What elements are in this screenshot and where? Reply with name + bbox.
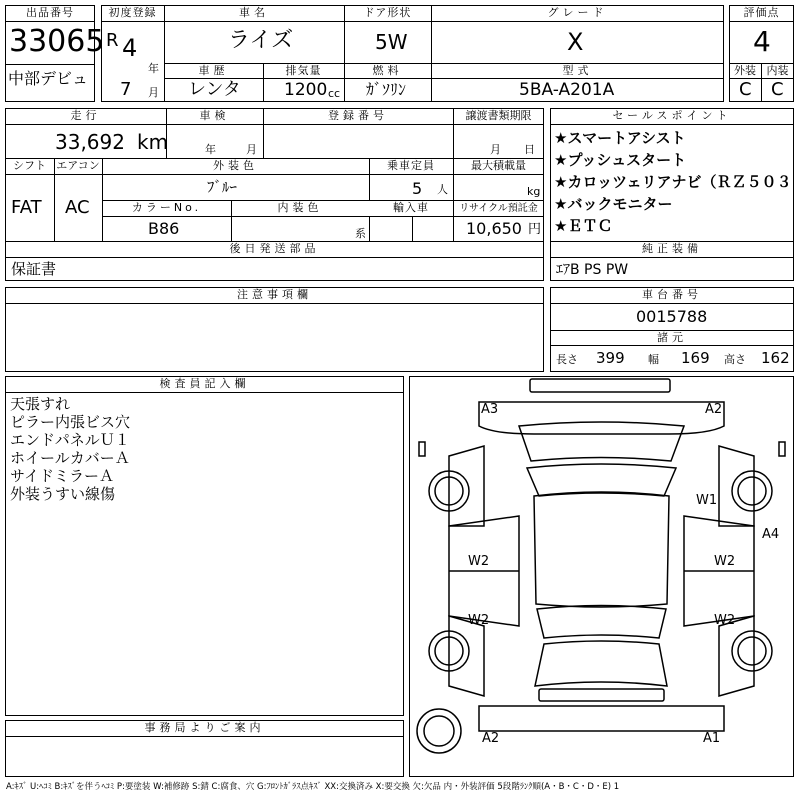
history: レンタ [188, 79, 241, 100]
sales-item: ★カロッツェリアナビ（ＲＺ５０３ [554, 173, 792, 191]
capacity-unit: 人 [437, 183, 448, 196]
exterior-label: 外装 [734, 64, 756, 77]
inspector-line: ホイールカバーＡ [10, 449, 130, 467]
mark-w2-left-2: W2 [468, 613, 490, 628]
inspector-line: 天張すれ [10, 395, 71, 413]
ac-label: エアコン [56, 159, 100, 172]
trunk [535, 641, 667, 686]
mark-w2-right-1: W2 [714, 554, 736, 569]
exterior-grade: C [739, 79, 752, 100]
length: 399 [596, 349, 625, 367]
sales-item: ★バックモニター [554, 195, 673, 213]
model-label: 型式 [562, 64, 593, 77]
car-name-label: 車名 [239, 6, 269, 19]
grade: X [567, 28, 584, 56]
mileage: 33,692 [55, 130, 125, 154]
score: 4 [753, 25, 771, 58]
fuel-label: 燃料 [372, 64, 403, 77]
int-color-label: 内装色 [277, 201, 323, 214]
mark-a1: A1 [703, 731, 721, 746]
reg-no-label: 登録番号 [328, 109, 388, 122]
office-label: 事務局よりご案内 [144, 721, 265, 734]
interior-grade: C [771, 79, 784, 100]
left-rear [449, 616, 484, 696]
int-color-unit: 系 [355, 227, 366, 240]
width: 169 [681, 349, 710, 367]
inspection-label: 車検 [199, 109, 230, 122]
mark-a2-bottom: A2 [482, 731, 500, 746]
history-label: 車歴 [198, 64, 229, 77]
recycle-label: リサイクル預託金 [459, 203, 538, 214]
displacement-label: 排気量 [285, 64, 322, 77]
first-reg-label: 初度登録 [108, 6, 157, 19]
import-label: 輸入車 [393, 201, 429, 214]
ext-color: ﾌﾞﾙｰ [207, 178, 238, 196]
grade-label: グレード [547, 6, 608, 19]
lot-label: 出品番号 [26, 6, 74, 19]
mark-w2-left-1: W2 [468, 554, 490, 569]
capacity-label: 乗車定員 [387, 159, 435, 172]
venue: 中部デビュ [8, 69, 89, 88]
mileage-label: 走行 [70, 109, 101, 122]
capacity: 5 [412, 179, 423, 198]
sales-item: ★プッシュスタート [554, 151, 687, 169]
height: 162 [761, 349, 790, 367]
interior-label: 内装 [766, 64, 789, 77]
max-load-unit: kg [527, 185, 541, 198]
hood [519, 422, 684, 461]
sales-item: ★スマートアシスト [554, 129, 686, 147]
equipment: ｴｱB PS PW [556, 262, 629, 278]
sales-label: セールスポイント [612, 109, 732, 122]
insp-year-unit: 年 [205, 143, 216, 156]
shift-label: シフト [13, 159, 46, 172]
length-label: 長さ [556, 353, 578, 366]
width-label: 幅 [648, 353, 659, 366]
transfer-day-unit: 日 [524, 143, 535, 156]
later-parts: 保証書 [11, 260, 57, 278]
front-bumper-strip [530, 379, 670, 392]
mark-a2-top: A2 [705, 402, 723, 417]
lot-number: 33065 [9, 24, 105, 59]
inspector-label: 検査員記入欄 [159, 377, 250, 390]
fuel: ｶﾞｿﾘﾝ [366, 80, 407, 99]
chassis-label: 車台番号 [642, 288, 702, 301]
legend: A:ｷｽﾞ U:ﾍｺﾐ B:ｷｽﾞを伴うﾍｺﾐ P:要塗装 W:補修跡 S:錆 C:腐食、穴 G:ﾌﾛﾝﾄｶﾞﾗｽ点ｷｽﾞ XX:交換済み X:要交換 欠:欠品 内・外装評価 5段階ﾗﾝｸ順(A・B・C・D・E) 1 [6, 782, 620, 792]
later-parts-label: 後日発送部品 [229, 242, 320, 255]
model: 5BA-A201A [519, 80, 615, 100]
chassis-number: 0015788 [636, 307, 708, 326]
displacement-unit: cc [328, 87, 341, 100]
recycle-unit: 円 [528, 222, 542, 237]
right-side [719, 446, 754, 526]
year-unit: 年 [148, 62, 159, 75]
car-diagram [409, 376, 794, 777]
mark-a3: A3 [481, 402, 499, 417]
windshield [527, 464, 676, 496]
right-rear [719, 616, 754, 696]
transfer-label: 譲渡書類期限 [465, 109, 532, 122]
door: 5W [375, 30, 408, 54]
sales-item: ★ＥＴＣ [554, 217, 613, 235]
door-label: ドア形状 [363, 6, 412, 19]
car-name: ライズ [228, 28, 294, 53]
shift: FAT [11, 197, 42, 218]
mark-a4: A4 [762, 527, 780, 542]
month-unit: 月 [148, 86, 159, 99]
ac: AC [65, 197, 90, 218]
max-load-label: 最大積載量 [471, 159, 526, 172]
color-no: B86 [148, 219, 180, 238]
recycle-amount: 10,650 [466, 219, 522, 238]
insp-month-unit: 月 [246, 143, 257, 156]
inspector-line: サイドミラーＡ [10, 467, 114, 485]
transfer-month-unit: 月 [490, 143, 501, 156]
front-bumper [479, 402, 724, 434]
color-no-label: カラーNo. [131, 201, 202, 214]
reg-month: 7 [120, 79, 132, 100]
dims-label: 諸元 [657, 331, 687, 344]
inspector-line: エンドパネルＵ１ [10, 431, 130, 449]
inspector-line: ピラー内張ビス穴 [10, 413, 131, 431]
equipment-label: 純正装備 [642, 242, 702, 255]
roof [534, 492, 669, 607]
rear-bumper-strip [539, 689, 664, 701]
reg-year: 4 [122, 34, 138, 62]
ext-color-label: 外装色 [213, 159, 258, 172]
height-label: 高さ [724, 353, 746, 366]
era: R [106, 30, 119, 51]
notes-label: 注意事項欄 [237, 288, 312, 301]
inspector-line: 外装うすい線傷 [10, 485, 116, 503]
mirror-left [419, 442, 425, 456]
displacement: 1200 [284, 80, 328, 100]
rear-window [537, 606, 666, 639]
mirror-right [779, 442, 785, 456]
left-side [449, 446, 484, 526]
mileage-unit: km [137, 130, 169, 154]
mark-w1: W1 [696, 493, 718, 508]
rear-bumper [479, 706, 724, 731]
score-label: 評価点 [743, 6, 780, 19]
mark-w2-right-2: W2 [714, 613, 736, 628]
